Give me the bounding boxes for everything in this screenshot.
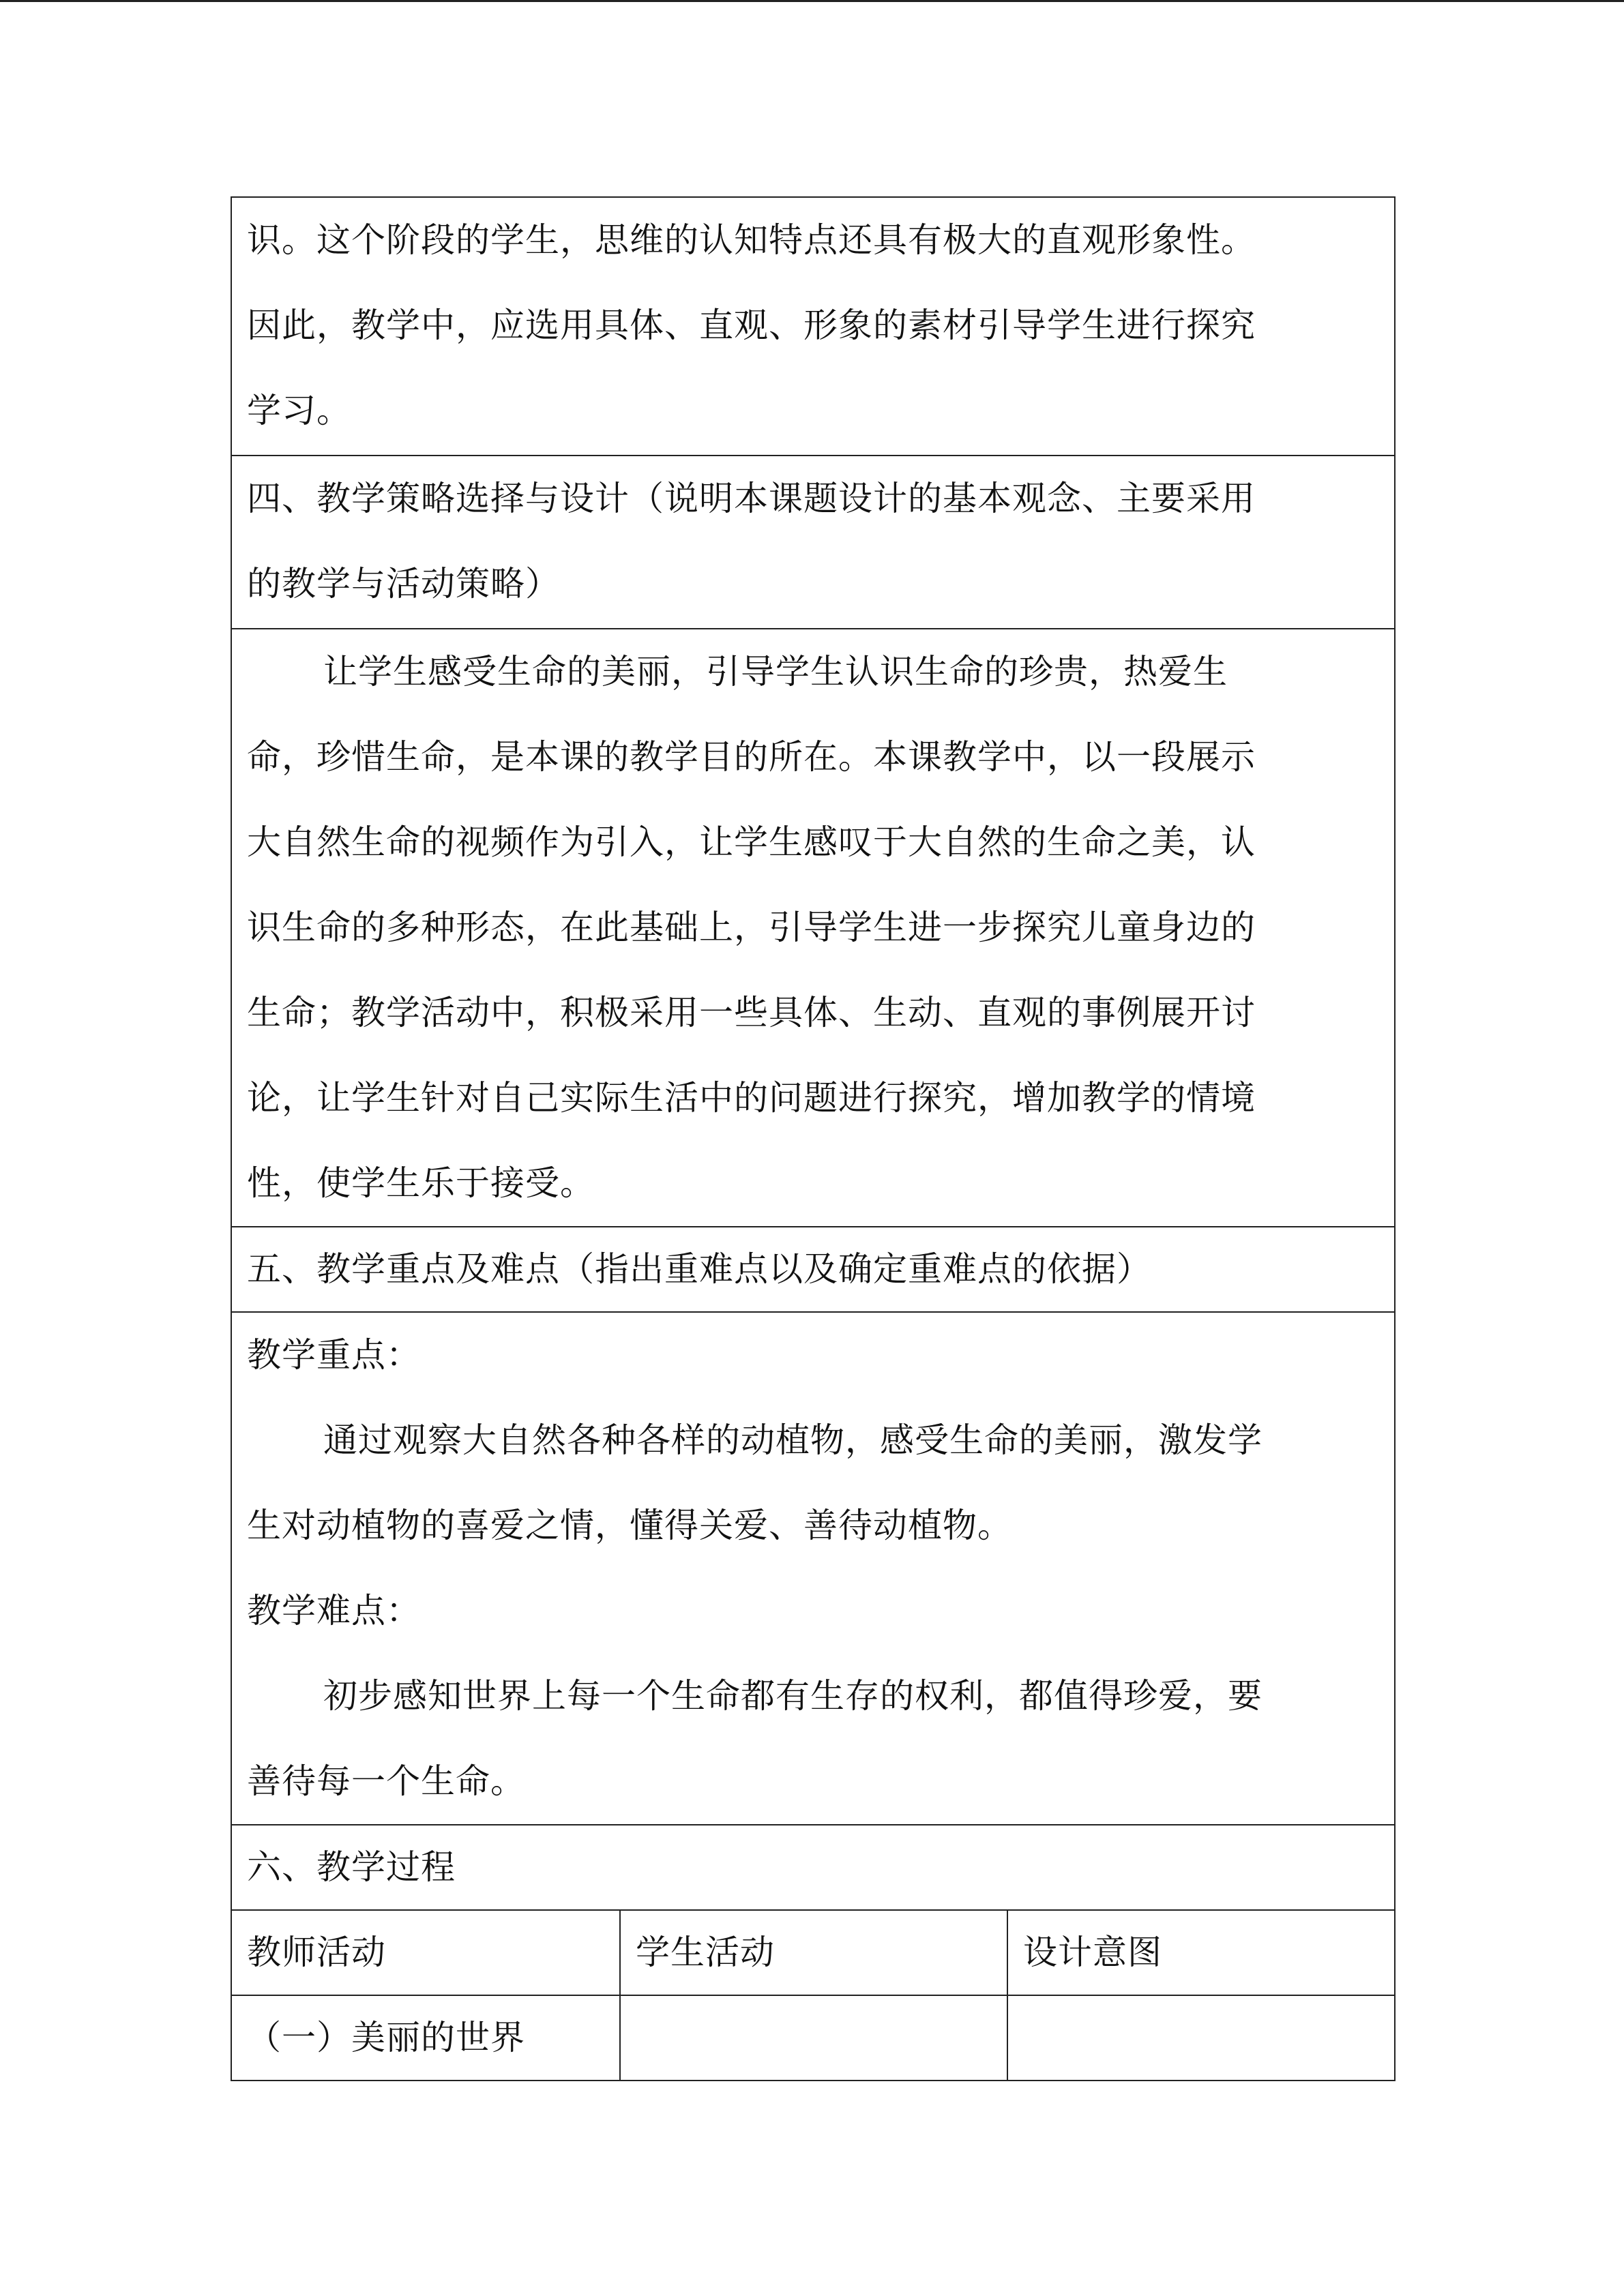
section4-body-line-2: 命，珍惜生命，是本课的教学目的所在。本课教学中，以一段展示: [247, 737, 1256, 777]
section4-body-cell: [231, 629, 1395, 1227]
column-header-teacher: 教师活动: [231, 1910, 620, 1995]
section4-body-line-7: 性，使学生乐于接受。: [247, 1163, 595, 1203]
process-row: [231, 1995, 1395, 2081]
section6-heading: 六、教学过程: [247, 1847, 456, 1887]
process-header-row: [231, 1910, 1395, 1995]
section6-heading-row: [231, 1825, 1395, 1910]
section4-heading-line-2: 的教学与活动策略）: [247, 564, 560, 603]
section3-line-2: 因此，教学中，应选用具体、直观、形象的素材引导学生进行探究: [247, 305, 1256, 345]
section5-body-row: [231, 1312, 1395, 1825]
key-points-line-1: 通过观察大自然各种各样的动植物，感受生命的美丽，激发学: [323, 1420, 1263, 1460]
key-points-line-2: 生对动植物的喜爱之情，懂得关爱、善待动植物。: [247, 1506, 1012, 1545]
page-top-border: [0, 0, 1624, 2]
section4-body-line-6: 论，让学生针对自己实际生活中的问题进行探究，增加教学的情境: [247, 1078, 1256, 1118]
section4-body-line-5: 生命；教学活动中，积极采用一些具体、生动、直观的事例展开讨: [247, 993, 1256, 1032]
key-points-label: 教学重点：: [247, 1335, 421, 1375]
section5-body-cell: [231, 1312, 1395, 1825]
column-header-intent: 设计意图: [1007, 1910, 1395, 1995]
difficulty-line-1: 初步感知世界上每一个生命都有生存的权利，都值得珍爱，要: [323, 1676, 1263, 1716]
difficulty-line-2: 善待每一个生命。: [247, 1761, 525, 1801]
section4-heading-line-1: 四、教学策略选择与设计（说明本课题设计的基本观念、主要采用: [247, 479, 1256, 518]
section3-tail-row: [231, 197, 1395, 456]
section6-heading-cell: [231, 1825, 1395, 1910]
process-cell-intent: [1007, 1995, 1395, 2081]
section4-heading-cell: [231, 456, 1395, 629]
section5-heading: 五、教学重点及难点（指出重难点以及确定重难点的依据）: [247, 1249, 1151, 1289]
difficulty-label: 教学难点：: [247, 1591, 421, 1630]
section3-tail-cell: [231, 197, 1395, 456]
section4-body-line-1: 让学生感受生命的美丽，引导学生认识生命的珍贵，热爱生: [323, 652, 1228, 691]
process-cell-student: [620, 1995, 1007, 2081]
lesson-plan-table: [231, 196, 1396, 2081]
section3-line-3: 学习。: [247, 391, 351, 430]
column-header-student: 学生活动: [620, 1910, 1007, 1995]
section4-body-line-4: 识生命的多种形态，在此基础上，引导学生进一步探究儿童身边的: [247, 908, 1256, 947]
section4-body-line-3: 大自然生命的视频作为引入，让学生感叹于大自然的生命之美，认: [247, 822, 1256, 862]
section5-heading-cell: [231, 1227, 1395, 1312]
section4-body-row: [231, 629, 1395, 1227]
section3-line-1: 识。这个阶段的学生，思维的认知特点还具有极大的直观形象性。: [247, 220, 1256, 260]
section5-heading-row: [231, 1227, 1395, 1312]
process-cell-teacher: （一）美丽的世界: [231, 1995, 620, 2081]
section4-heading-row: [231, 456, 1395, 629]
